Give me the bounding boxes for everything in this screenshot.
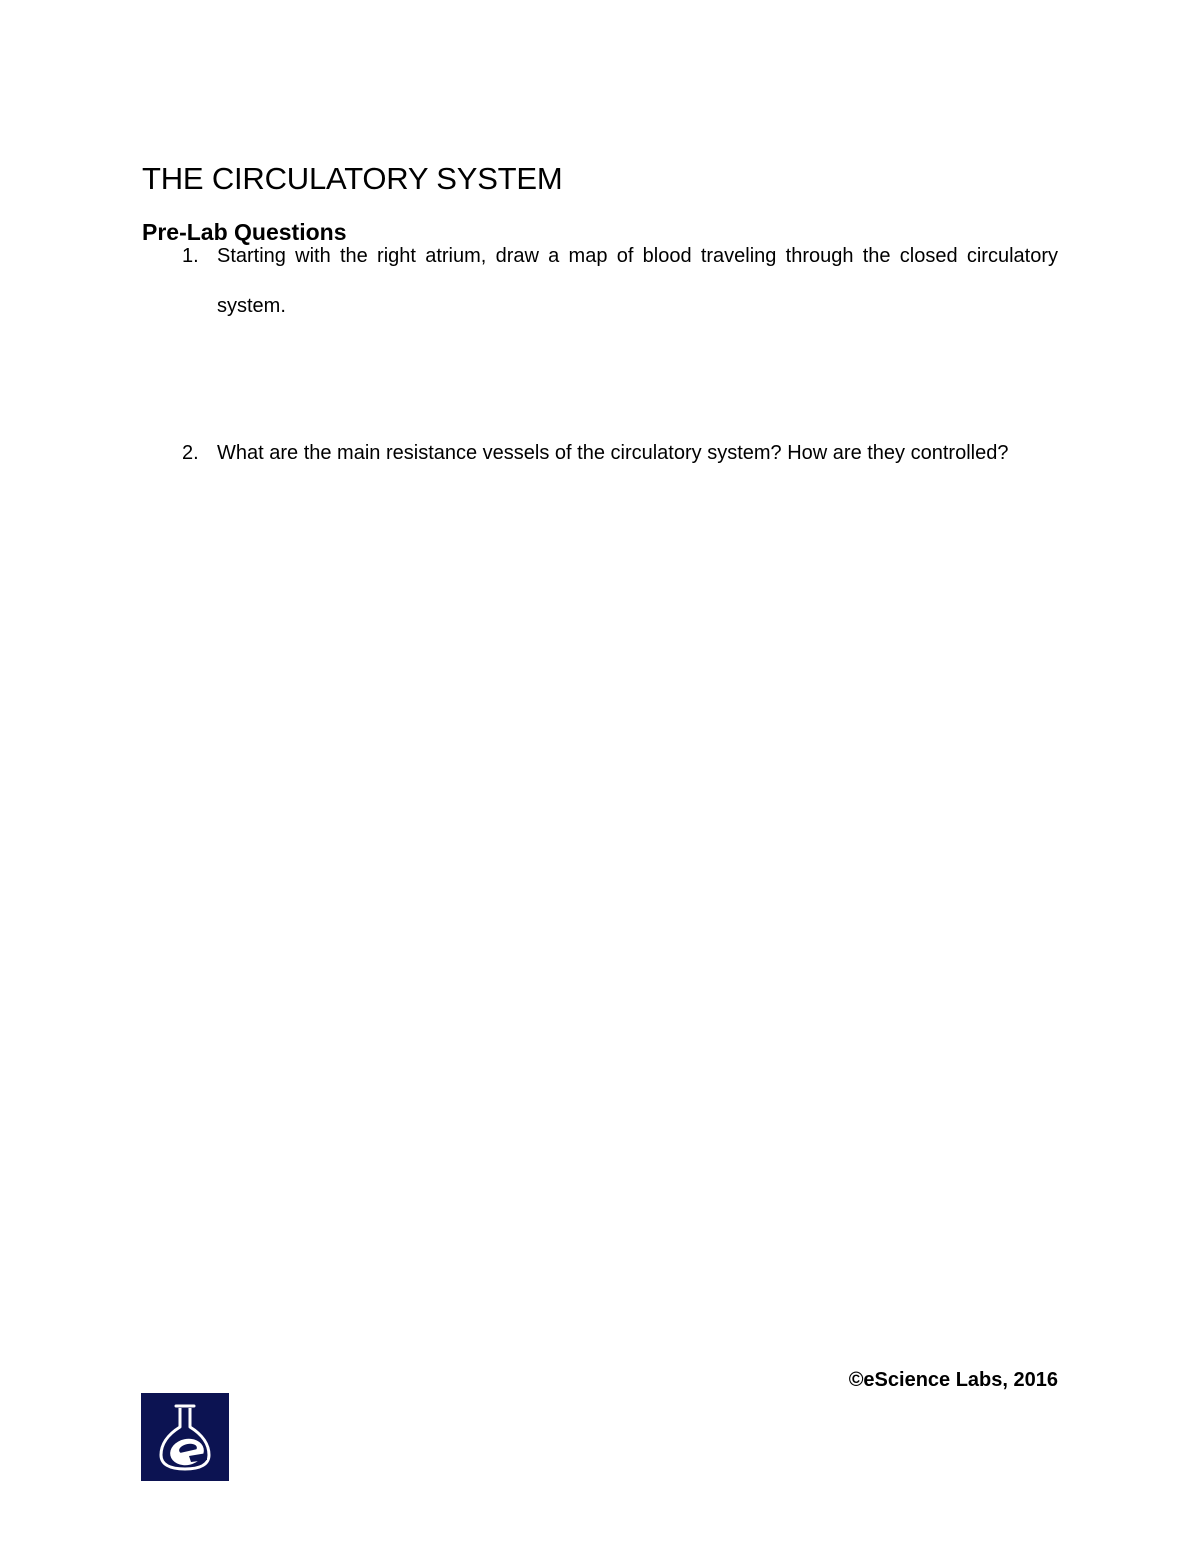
question-item-1	[142, 231, 1058, 331]
question-item-2	[142, 428, 1058, 478]
question-number: 1.	[182, 245, 199, 267]
page-title: THE CIRCULATORY SYSTEM	[142, 160, 563, 196]
copyright-notice: ©eScience Labs, 2016	[848, 1369, 1058, 1391]
question-text: What are the main resistance vessels of the circulatory system? How are they controlled?	[217, 442, 1009, 464]
question-number: 2.	[182, 442, 199, 464]
question-text: Starting with the right atrium, draw a map of blood traveling through the closed circulatory system.	[217, 245, 1058, 317]
section-heading: Pre-Lab Questions	[142, 219, 347, 246]
escience-flask-logo-icon	[141, 1393, 229, 1481]
